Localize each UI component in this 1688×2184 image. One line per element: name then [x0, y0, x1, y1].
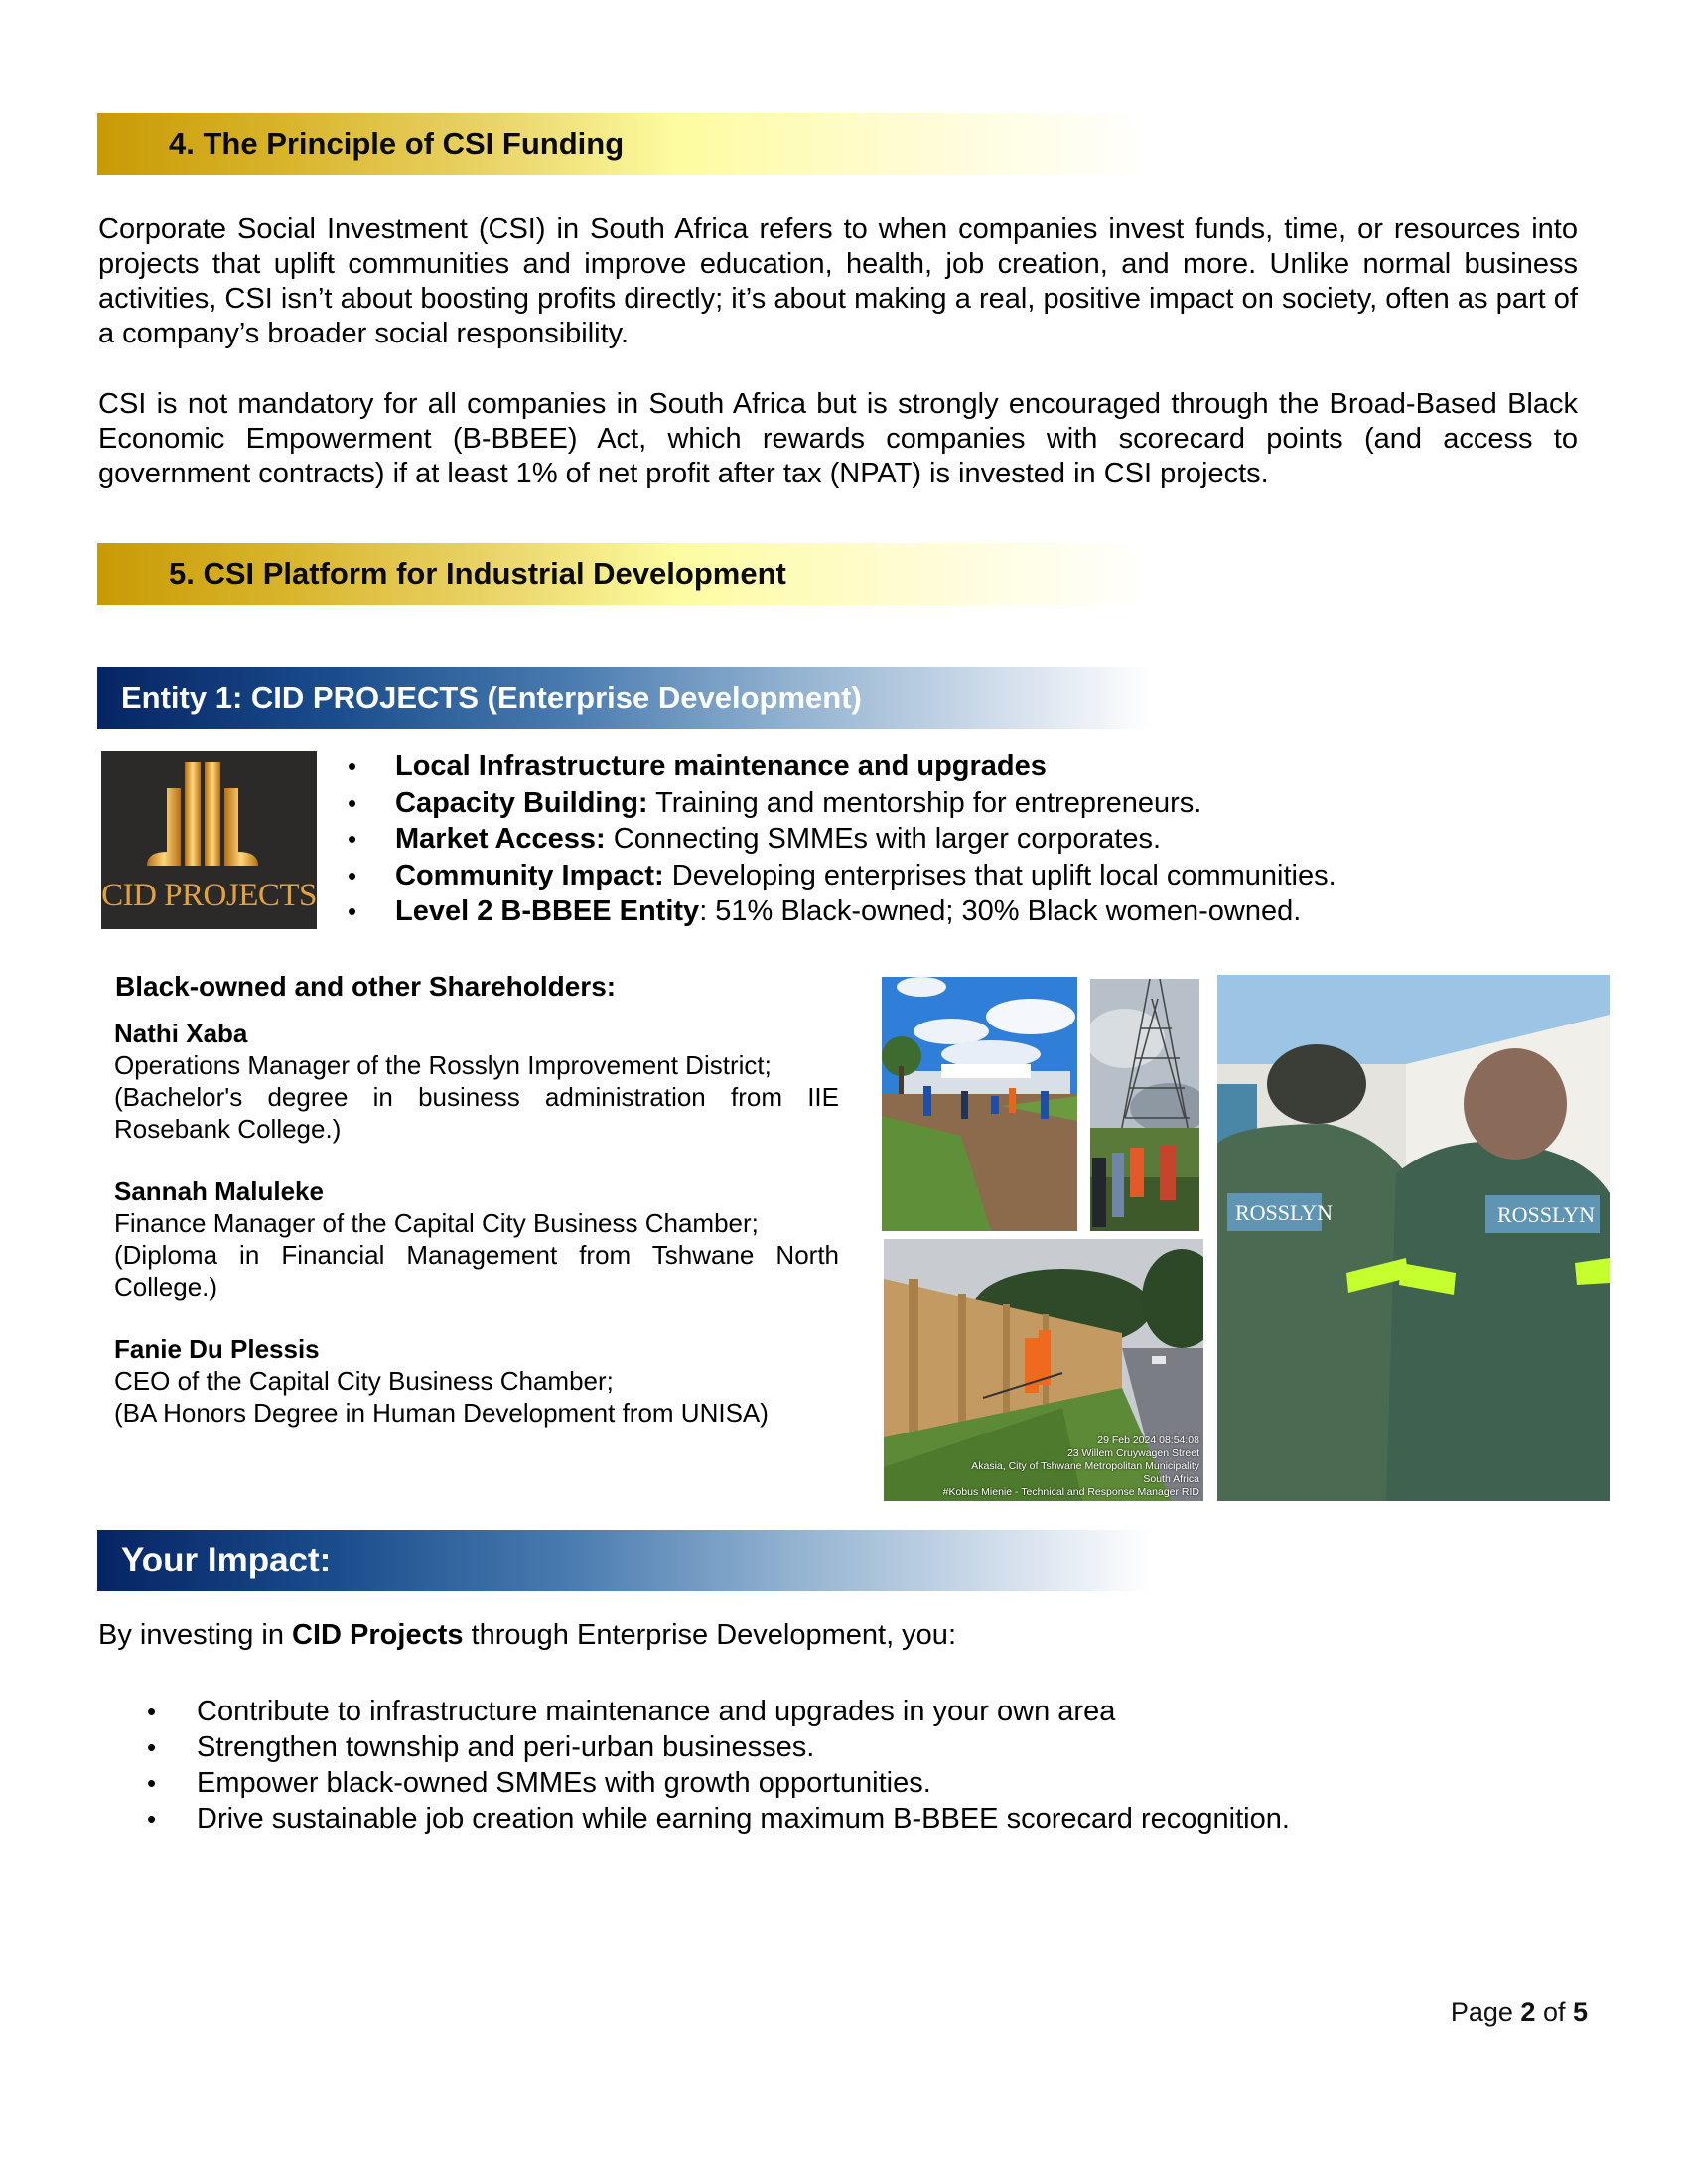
- list-item: • Level 2 B-BBEE Entity: 51% Black-owned; 30% Black women-owned.: [348, 895, 1302, 927]
- shareholder-role: Finance Manager of the Capital City Business Chamber;: [114, 1208, 759, 1238]
- pylon-photo: [1090, 979, 1199, 1231]
- shareholders-heading: Black-owned and other Shareholders:: [115, 971, 617, 1002]
- shareholder-name: Nathi Xaba: [114, 1019, 248, 1048]
- list-item: • Drive sustainable job creation while earning maximum B-BBEE scorecard recognition.: [147, 1803, 1290, 1835]
- entity-header: [97, 667, 1152, 729]
- csi-definition-paragraph: Corporate Social Investment (CSI) in South Africa refers to when companies invest funds, time, or resources into projects that uplift communities and improve education, health, job creation, and more. Unlike normal business activities, CSI isn’t about boosting profits directly; it’s about making a real, positive impact on society, often as part of a company’s broader social responsibility.: [98, 213, 1578, 349]
- section-4-header: [97, 113, 1152, 175]
- page-number: Page 2 of 5: [1450, 1997, 1588, 2027]
- shareholder-credential: (Diploma in Financial Management from Tshwane North College.): [114, 1240, 839, 1301]
- shareholder-name: Sannah Maluleke: [114, 1176, 324, 1206]
- grass-cutting-photo: [884, 1239, 1203, 1501]
- impact-title: Your Impact:: [121, 1541, 332, 1579]
- photo-caption: 29 Feb 2024 08:54:08 23 Willem Cruywagen Street Akasia, City of Tshwane Metropolitan Municipality South Africa #Kobus Mienie - Technical and Response Manager RID: [942, 1434, 1199, 1498]
- rosslyn-workers-image: [1217, 975, 1610, 1501]
- entity-feature-list: [348, 749, 1336, 930]
- rosslyn-workers-photo: [1217, 975, 1610, 1501]
- impact-intro: By investing in CID Projects through Enterprise Development, you:: [98, 1619, 956, 1651]
- section-4-title: 4. The Principle of CSI Funding: [169, 126, 625, 161]
- pylon-image: [1090, 979, 1199, 1231]
- csi-bbbee-paragraph: CSI is not mandatory for all companies in South Africa but is strongly encouraged through the Broad-Based Black Economic Empowerment (B-BBEE) Act, which rewards companies with scorecard points (and access to government contracts) if at least 1% of net profit after tax (NPAT) is invested in CSI projects.: [98, 388, 1578, 489]
- shareholder-role: CEO of the Capital City Business Chamber;: [114, 1366, 614, 1396]
- list-item: • Strengthen township and peri-urban businesses.: [147, 1731, 815, 1763]
- list-item: • Community Impact: Developing enterprises that uplift local communities.: [348, 859, 1336, 891]
- list-item: • Market Access: Connecting SMMEs with larger corporates.: [348, 823, 1162, 855]
- shareholder-name: Fanie Du Plessis: [114, 1334, 320, 1364]
- shareholder-role: Operations Manager of the Rosslyn Improvement District;: [114, 1050, 772, 1080]
- list-item: • Local Infrastructure maintenance and upgrades: [348, 751, 1047, 782]
- shareholder-card: [114, 1018, 839, 1145]
- road-repair-image: [882, 977, 1077, 1231]
- list-item: • Contribute to infrastructure maintenance and upgrades in your own area: [147, 1696, 1116, 1727]
- road-repair-photo: [882, 977, 1077, 1231]
- impact-header: [97, 1530, 1152, 1591]
- list-item: • Empower black-owned SMMEs with growth opportunities.: [147, 1767, 931, 1799]
- shareholder-credential: (Bachelor's degree in business administration from IIE Rosebank College.): [114, 1082, 839, 1144]
- shareholder-card: [114, 1333, 839, 1429]
- section-5-header: [97, 543, 1152, 605]
- list-item: • Capacity Building: Training and mentorship for entrepreneurs.: [348, 786, 1202, 819]
- jacket-logo-right: ROSSLYN: [1497, 1202, 1596, 1227]
- section-5-title: 5. CSI Platform for Industrial Development: [169, 556, 786, 591]
- logo-text: CID PROJECTS: [101, 878, 317, 913]
- shareholder-card: [114, 1175, 839, 1302]
- impact-list: [147, 1694, 1290, 1837]
- entity-title: Entity 1: CID PROJECTS (Enterprise Development): [121, 680, 862, 715]
- shareholder-credential: (BA Honors Degree in Human Development from UNISA): [114, 1398, 769, 1428]
- jacket-logo-left: ROSSLYN: [1235, 1200, 1334, 1225]
- cid-projects-logo: [101, 751, 317, 929]
